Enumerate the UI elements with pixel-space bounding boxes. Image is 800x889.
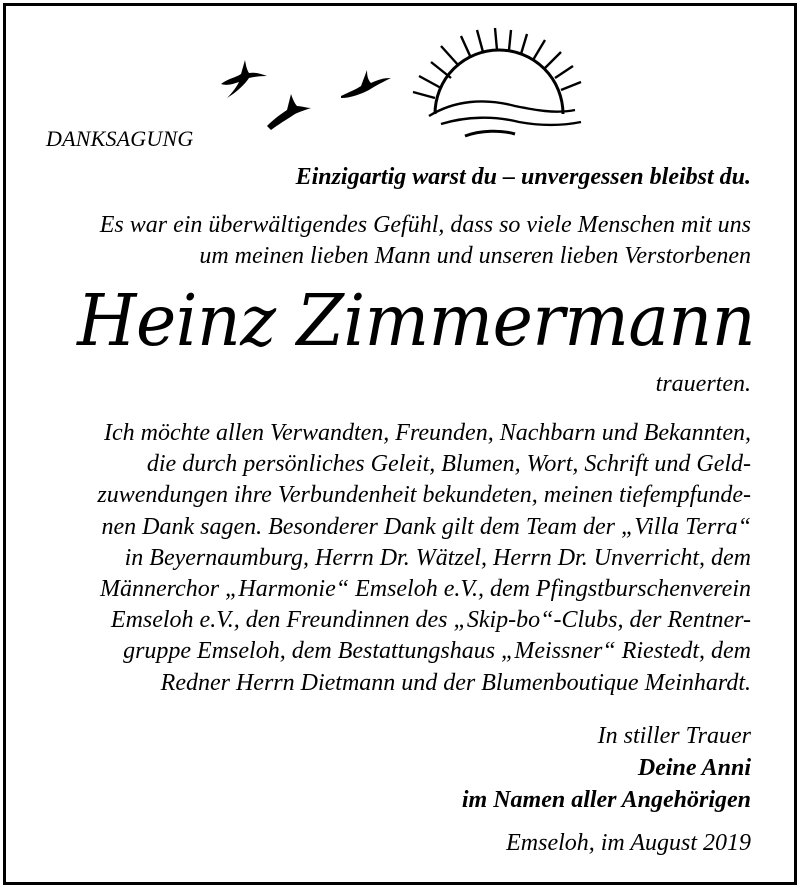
paragraph-line: Emseloh e.V., den Freundinnen des „Skip-bo“-Clubs, der Rentner- <box>110 607 751 634</box>
intro-line: Es war ein überwältigendes Gefühl, dass so viele Menschen mit uns <box>99 212 751 238</box>
paragraph-line: nen Dank sagen. Besonderer Dank gilt dem Team der „Villa Terra“ <box>101 513 751 540</box>
paragraph-line: in Beyernaumburg, Herrn Dr. Wätzel, Herrn Dr. Unverricht, dem <box>124 544 751 571</box>
sunset-icon <box>413 28 581 114</box>
sunset-illustration <box>215 26 595 146</box>
intro-text <box>31 210 751 272</box>
thanks-paragraph <box>50 418 751 699</box>
paragraph-line: Männerchor „Harmonie“ Emseloh e.V., dem Pfingstburschenverein <box>99 576 751 603</box>
signatory-relatives: im Namen aller Angehörigen <box>461 787 751 813</box>
bird-icon <box>267 94 311 130</box>
closing-block <box>462 720 751 816</box>
closing-phrase: In stiller Trauer <box>597 723 751 749</box>
paragraph-line: Redner Herrn Dietmann und der Blumenboutique Meinhardt. <box>160 669 751 696</box>
signatory-name: Deine Anni <box>637 755 751 781</box>
paragraph-line: die durch persönliches Geleit, Blumen, Wort, Schrift und Geld- <box>146 451 751 478</box>
bird-icon <box>341 70 391 98</box>
paragraph-line: zuwendungen ihre Verbundenheit bekundeten, meinen tiefempfunde- <box>97 482 751 509</box>
paragraph-line: Ich möchte allen Verwandten, Freunden, Nachbarn und Bekannten, <box>104 420 751 446</box>
motto: Einzigartig warst du – unvergessen bleibst du. <box>295 164 751 190</box>
after-name-text: trauerten. <box>655 371 751 397</box>
intro-line: um meinen lieben Mann und unseren lieben Verstorbenen <box>199 243 751 269</box>
paragraph-line: gruppe Emseloh, dem Bestattungshaus „Meissner“ Riestedt, dem <box>123 638 751 665</box>
deceased-name: Heinz Zimmermann <box>77 280 755 363</box>
bird-icon <box>221 60 267 98</box>
notice-heading: DANKSAGUNG <box>46 126 194 151</box>
place-date: Emseloh, im August 2019 <box>506 830 751 856</box>
